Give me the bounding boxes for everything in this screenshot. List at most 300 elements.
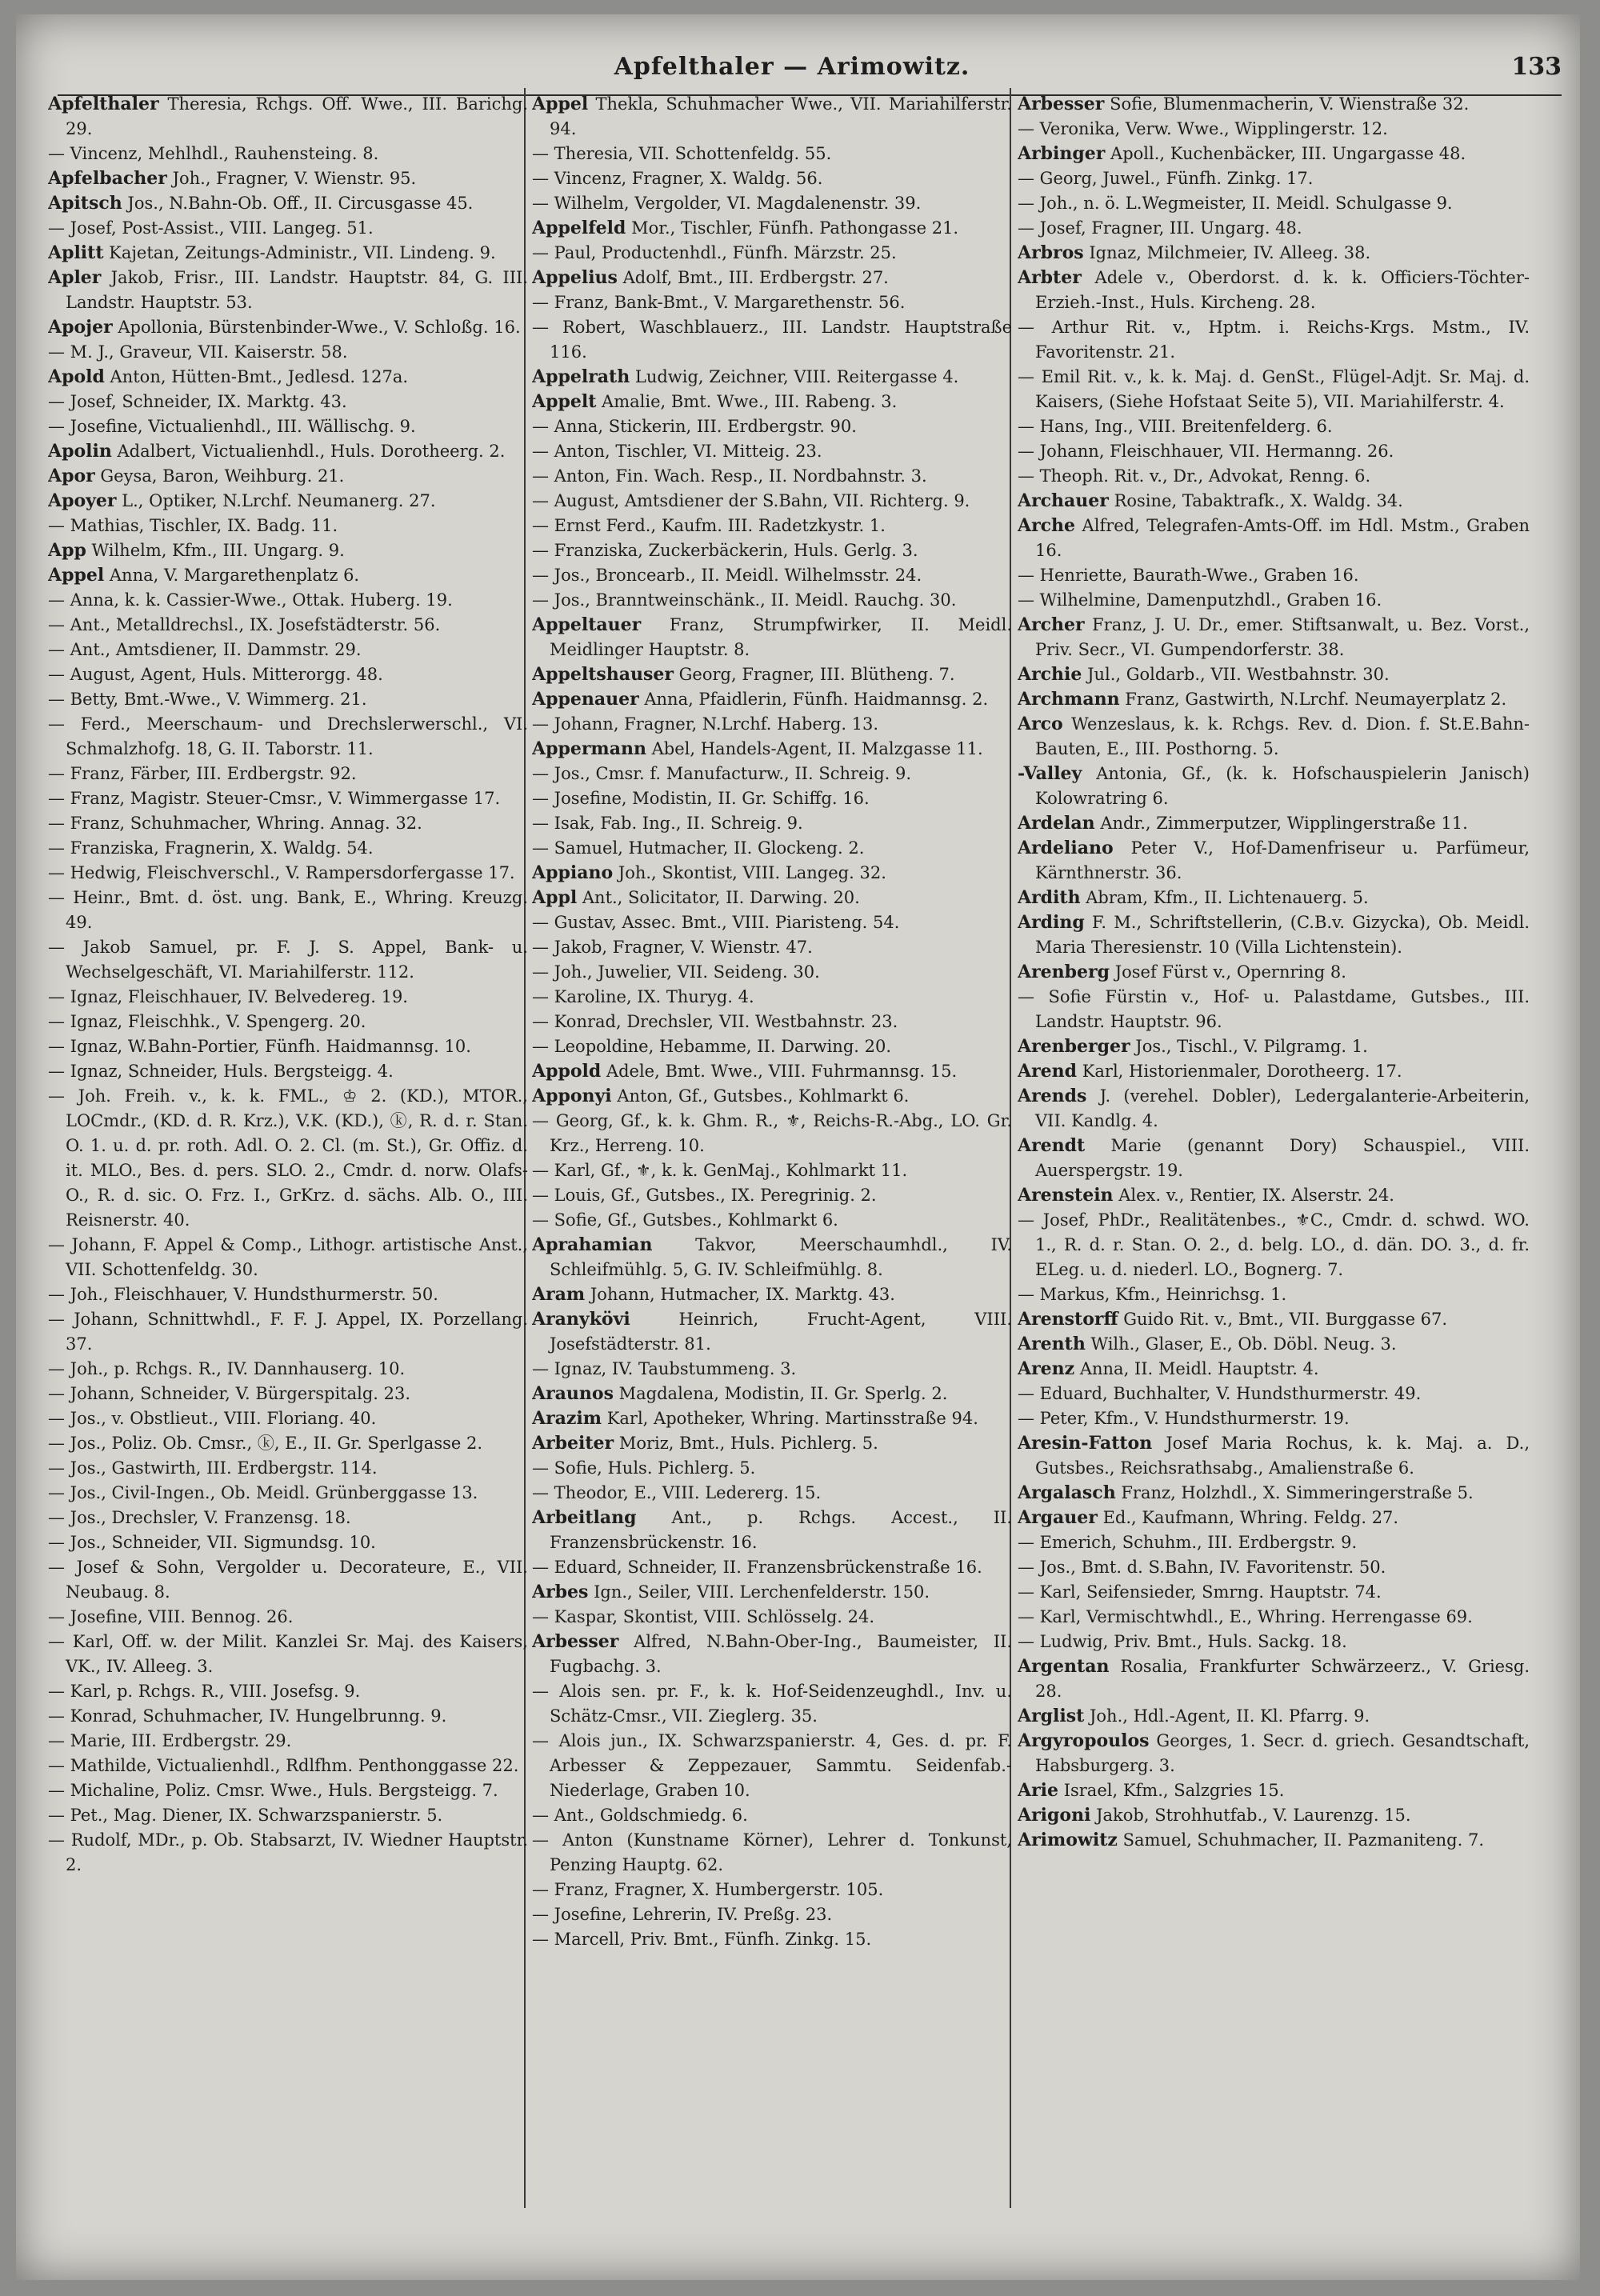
directory-entry (1018, 241, 1530, 266)
entry-surname: Arenstorff (1018, 1309, 1118, 1330)
entry-text: Andr., Zimmerputzer, Wipplingerstraße 11. (1094, 814, 1468, 833)
directory-entry (1018, 365, 1530, 414)
entry-surname: Argyropoulos (1018, 1730, 1150, 1751)
entry-text: — Josef, Schneider, IX. Marktg. 43. (48, 392, 347, 411)
entry-text: — Josefine, Victualienhdl., III. Wällischg. 9. (48, 417, 416, 436)
entry-surname: Arbesser (532, 1631, 619, 1652)
directory-entry (48, 538, 528, 563)
entry-text: Israel, Kfm., Salzgries 15. (1058, 1781, 1285, 1800)
entry-text: Marie (genannt Dory) Schauspiel., VIII. Auerspergstr. 19. (1035, 1136, 1530, 1180)
entry-text: Karl, Apotheker, Whring. Martinsstraße 94. (602, 1409, 978, 1428)
entry-text: — Vincenz, Mehlhdl., Rauhensteing. 8. (48, 144, 379, 163)
entry-text: Magdalena, Modistin, II. Gr. Sperlg. 2. (613, 1384, 948, 1403)
entry-text: Anton, Hütten-Bmt., Jedlesd. 127a. (104, 367, 409, 386)
entry-text: Josef Maria Rochus, k. k. Maj. a. D., Gutsbes., Reichsrathsabg., Amalienstraße 6. (1035, 1434, 1530, 1478)
entry-surname: Arche (1018, 515, 1076, 536)
directory-entry (532, 1803, 1012, 1828)
page-number: 133 (1511, 53, 1562, 81)
entry-text: L., Optiker, N.Lrchf. Neumanerg. 27. (116, 491, 436, 510)
entry-surname: Arbinger (1018, 143, 1106, 164)
directory-entry (532, 1282, 1012, 1307)
entry-text: — Ant., Metalldrechsl., IX. Josefstädterstr. 56. (48, 615, 441, 634)
entry-surname: Ardeliano (1018, 838, 1114, 858)
entry-text: Alex. v., Rentier, IX. Alserstr. 24. (1113, 1186, 1394, 1205)
directory-entry (532, 92, 1012, 142)
directory-entry (532, 1828, 1012, 1878)
entry-text: — Karl, Seifensieder, Smrng. Hauptstr. 74. (1018, 1582, 1382, 1602)
directory-entry (1018, 92, 1530, 117)
entry-text: — Joh. Freih. v., k. k. FML., ♔ 2. (KD.), MTOR., LOCmdr., (KD. d. R. Krz.), V.K. (KD.), ⓚ, R. d. r. Stan. O. 1. u. d. pr. roth. Adl. O. 2. Cl. (m. St.), Gr. Offiz. d. it. MLO., Bes. d. pers. SLO. 2., Cmdr. d. norw. Olafs-O., R. d. sic. O. Frz. I., GrKrz. d. sächs. Alb. O., III. Reisnerstr. 40. (48, 1086, 528, 1230)
entry-surname: Archie (1018, 664, 1082, 685)
directory-entry (532, 836, 1012, 861)
directory-entry (532, 712, 1012, 737)
entry-text: — Hans, Ing., VIII. Breitenfelderg. 6. (1018, 417, 1333, 436)
entry-text: — Peter, Kfm., V. Hundsthurmerstr. 19. (1018, 1409, 1350, 1428)
directory-entry (532, 613, 1012, 662)
entry-text: Alfred, Telegrafen-Amts-Off. im Hdl. Mstm., Graben 16. (1035, 516, 1530, 560)
entry-text: — Jos., Civil-Ingen., Ob. Meidl. Grünberggasse 13. (48, 1483, 478, 1502)
entry-text: — Franziska, Fragnerin, X. Waldg. 54. (48, 838, 374, 858)
directory-entry (1018, 1208, 1530, 1282)
entry-text: Jakob, Strohhutfab., V. Laurenzg. 15. (1090, 1806, 1411, 1825)
directory-entry (1018, 1282, 1530, 1307)
entry-text: — Johann, Schneider, V. Bürgerspitalg. 23. (48, 1384, 411, 1403)
entry-text: — Jos., Drechsler, V. Franzensg. 18. (48, 1508, 351, 1527)
directory-entry (48, 439, 528, 464)
entry-text: Jakob, Frisr., III. Landstr. Hauptstr. 84, G. III. Landstr. Hauptstr. 53. (66, 268, 528, 312)
entry-text: — Ignaz, Fleischhauer, IV. Belvedereg. 19. (48, 987, 408, 1006)
entry-surname: Aplitt (48, 242, 104, 263)
entry-text: Apoll., Kuchenbäcker, III. Ungargasse 48. (1105, 144, 1466, 163)
directory-entry (1018, 687, 1530, 712)
directory-entry (1018, 166, 1530, 191)
directory-entry (48, 638, 528, 662)
directory-entry (532, 1679, 1012, 1729)
directory-entry (532, 1406, 1012, 1431)
directory-entry (1018, 1183, 1530, 1208)
directory-entry (532, 390, 1012, 414)
entry-text: — Joh., Fleischhauer, V. Hundsthurmerstr. 50. (48, 1285, 438, 1304)
directory-entry (1018, 613, 1530, 662)
entry-text: Samuel, Schuhmacher, II. Pazmaniteng. 7. (1117, 1830, 1484, 1850)
entry-surname: Arbesser (1018, 94, 1105, 114)
directory-entry (532, 241, 1012, 266)
entry-text: Adele v., Oberdorst. d. k. k. Officiers-Töchter-Erzieh.-Inst., Huls. Kircheng. 28. (1035, 268, 1530, 312)
entry-surname: Arenstein (1018, 1185, 1114, 1206)
entry-surname: Arenberg (1018, 962, 1110, 982)
entry-text: Anna, II. Meidl. Hauptstr. 4. (1074, 1359, 1319, 1378)
entry-surname: Archer (1018, 614, 1085, 635)
directory-entry (48, 687, 528, 712)
entry-surname: Arco (1018, 714, 1063, 734)
directory-entry (48, 142, 528, 166)
directory-entry (532, 1084, 1012, 1109)
directory-entry (532, 191, 1012, 216)
entry-text: Jul., Goldarb., VII. Westbahnstr. 30. (1082, 665, 1390, 684)
directory-entry (48, 489, 528, 514)
entry-surname: Apoyer (48, 490, 117, 511)
directory-entry (48, 563, 528, 588)
entry-text: Ign., Seiler, VIII. Lerchenfelderstr. 150. (588, 1582, 930, 1602)
entry-surname: Arimowitz (1018, 1830, 1118, 1850)
directory-entry (48, 92, 528, 142)
entry-surname: Apfelbacher (48, 168, 167, 189)
entry-text: — Josefine, VIII. Bennog. 26. (48, 1607, 294, 1626)
entry-text: — Marie, III. Erdbergstr. 29. (48, 1731, 292, 1750)
directory-entry (532, 514, 1012, 538)
entry-text: — Georg, Gf., k. k. Ghm. R., ⚜, Reichs-R.-Abg., LO. Gr. Krz., Herreng. 10. (532, 1111, 1012, 1155)
directory-entry (532, 142, 1012, 166)
directory-entry (532, 315, 1012, 365)
directory-entry (1018, 464, 1530, 489)
directory-entry (1018, 1357, 1530, 1382)
entry-surname: Argalasch (1018, 1482, 1116, 1503)
entry-text: — Karl, Gf., ⚜, k. k. GenMaj., Kohlmarkt 11. (532, 1161, 908, 1180)
entry-text: — Anton (Kunstname Körner), Lehrer d. Tonkunst, Penzing Hauptg. 62. (532, 1830, 1012, 1874)
directory-entry (48, 1010, 528, 1034)
entry-surname: Ardith (1018, 887, 1081, 908)
directory-entry (532, 1481, 1012, 1506)
entry-surname: Apojer (48, 317, 113, 338)
entry-text: — Josefine, Modistin, II. Gr. Schiffg. 16. (532, 789, 870, 808)
entry-text: Anna, V. Margarethenplatz 6. (104, 566, 360, 585)
entry-text: Adolf, Bmt., III. Erdbergstr. 27. (617, 268, 889, 287)
directory-entry (532, 1109, 1012, 1158)
entry-text: — Jakob, Fragner, V. Wienstr. 47. (532, 938, 813, 957)
entry-surname: Arding (1018, 912, 1085, 933)
directory-entry (1018, 712, 1530, 762)
directory-entry (48, 1456, 528, 1481)
entry-text: Heinrich, Frucht-Agent, VIII. Josefstädterstr. 81. (550, 1310, 1012, 1354)
entry-text: — Jos., Gastwirth, III. Erdbergstr. 114. (48, 1458, 378, 1478)
entry-text: — Ludwig, Priv. Bmt., Huls. Sackg. 18. (1018, 1632, 1347, 1651)
entry-surname: Appiano (532, 862, 614, 883)
directory-entry (48, 514, 528, 538)
directory-entry (1018, 588, 1530, 613)
entry-surname: Arigoni (1018, 1805, 1091, 1826)
entry-surname: Apponyi (532, 1086, 612, 1106)
entry-text: Georg, Fragner, III. Blütheng. 7. (673, 665, 955, 684)
directory-entry (1018, 1034, 1530, 1059)
entry-text: — Jos., Bmt. d. S.Bahn, IV. Favoritenstr. 50. (1018, 1558, 1386, 1577)
entry-text: — Mathias, Tischler, IX. Badg. 11. (48, 516, 338, 535)
entry-text: — Josef & Sohn, Vergolder u. Decorateure, E., VII. Neubaug. 8. (48, 1558, 528, 1602)
entry-text: — Gustav, Assec. Bmt., VIII. Piaristeng. 54. (532, 913, 900, 932)
directory-entry (48, 1233, 528, 1282)
entry-text: — Josef, Post-Assist., VIII. Langeg. 51. (48, 218, 374, 238)
entry-text: Rosine, Tabaktrafk., X. Waldg. 34. (1108, 491, 1403, 510)
entry-text: — Robert, Waschblauerz., III. Landstr. Hauptstraße 116. (532, 318, 1012, 362)
entry-text: — Franz, Magistr. Steuer-Cmsr., V. Wimmergasse 17. (48, 789, 501, 808)
directory-entry (48, 762, 528, 786)
entry-text: Thekla, Schuhmacher Wwe., VII. Mariahilferstr. 94. (550, 94, 1012, 138)
entry-text: Sofie, Blumenmacherin, V. Wienstraße 32. (1104, 94, 1470, 114)
entry-surname: Apor (48, 466, 95, 486)
entry-text: Johann, Hutmacher, IX. Marktg. 43. (585, 1285, 895, 1304)
entry-text: — Eduard, Schneider, II. Franzensbrückenstraße 16. (532, 1558, 982, 1577)
directory-entry (1018, 1134, 1530, 1183)
entry-text: — Samuel, Hutmacher, II. Glockeng. 2. (532, 838, 865, 858)
entry-text: — Alois jun., IX. Schwarzspanierstr. 4, Ges. d. pr. F. Arbesser & Zeppezauer, Sammtu. Seidenfab.-Niederlage, Graben 10. (532, 1731, 1012, 1800)
entry-text: — Josef, Fragner, III. Ungarg. 48. (1018, 218, 1302, 238)
directory-entry (48, 1555, 528, 1605)
directory-entry (48, 1481, 528, 1506)
directory-entry (1018, 1778, 1530, 1803)
directory-entry (1018, 1307, 1530, 1332)
column-2 (532, 92, 1012, 2204)
entry-text: Joh., Hdl.-Agent, II. Kl. Pfarrg. 9. (1084, 1706, 1370, 1726)
directory-entry (1018, 563, 1530, 588)
entry-text: — Johann, Schnittwhdl., F. F. J. Appel, IX. Porzellang. 37. (48, 1310, 528, 1354)
entry-surname: Appeltauer (532, 614, 642, 635)
entry-text: — Anna, k. k. Cassier-Wwe., Ottak. Huberg. 19. (48, 590, 453, 610)
directory-entry (48, 786, 528, 811)
entry-text: — Georg, Juwel., Fünfh. Zinkg. 17. (1018, 169, 1314, 188)
entry-text: — Mathilde, Victualienhdl., Rdlfhm. Penthonggasse 22. (48, 1756, 519, 1775)
entry-text: — Theoph. Rit. v., Dr., Advokat, Renng. 6. (1018, 466, 1371, 486)
directory-entry (1018, 985, 1530, 1034)
entry-text: — Markus, Kfm., Heinrichsg. 1. (1018, 1285, 1287, 1304)
entry-surname: Apold (48, 366, 105, 387)
entry-text: Takvor, Meerschaumhdl., IV. Schleifmühlg. 5, G. IV. Schleifmühlg. 8. (550, 1235, 1012, 1279)
entry-surname: Arglist (1018, 1706, 1085, 1726)
directory-entry (1018, 315, 1530, 365)
entry-text: Ignaz, Milchmeier, IV. Alleeg. 38. (1083, 243, 1371, 262)
directory-entry (48, 315, 528, 340)
entry-text: — Jos., Branntweinschänk., II. Meidl. Rauchg. 30. (532, 590, 957, 610)
directory-entry (1018, 117, 1530, 142)
entry-text: Adele, Bmt. Wwe., VIII. Fuhrmannsg. 15. (601, 1062, 958, 1081)
entry-surname: App (48, 540, 86, 561)
directory-entry (48, 1778, 528, 1803)
directory-entry (1018, 489, 1530, 514)
entry-text: — Josef, PhDr., Realitätenbes., ⚜C., Cmdr. d. schwd. WO. 1., R. d. r. Stan. O. 2., d. belg. LO., d. dän. DO. 3., d. fr. ELeg. u. d. niederl. LO., Bognerg. 7. (1018, 1210, 1530, 1279)
directory-entry (532, 290, 1012, 315)
entry-text: — Jos., v. Obstlieut., VIII. Floriang. 40. (48, 1409, 377, 1428)
directory-entry (532, 1431, 1012, 1456)
entry-text: Franz, J. U. Dr., emer. Stiftsanwalt, u. Bez. Vorst., Priv. Secr., VI. Gumpendorferstr. 38. (1035, 615, 1530, 659)
directory-entry (1018, 1382, 1530, 1406)
entry-text: — August, Amtsdiener der S.Bahn, VII. Richterg. 9. (532, 491, 970, 510)
entry-surname: Appl (532, 887, 578, 908)
entry-text: — Jos., Broncearb., II. Meidl. Wilhelmsstr. 24. (532, 566, 922, 585)
entry-text: Ed., Kaufmann, Whring. Feldg. 27. (1097, 1508, 1399, 1527)
directory-entry (48, 1605, 528, 1630)
entry-text: Franz, Gastwirth, N.Lrchf. Neumayerplatz 2. (1119, 690, 1507, 709)
directory-entry (532, 786, 1012, 811)
entry-surname: Appeltshauser (532, 664, 674, 685)
entry-text: — Ignaz, Fleischhk., V. Spengerg. 20. (48, 1012, 366, 1031)
entry-surname: Apfelthaler (48, 94, 159, 114)
entry-surname: Arbros (1018, 242, 1084, 263)
directory-entry (532, 1605, 1012, 1630)
entry-text: Abel, Handels-Agent, II. Malzgasse 11. (646, 739, 983, 758)
directory-entry (532, 588, 1012, 613)
directory-entry (532, 985, 1012, 1010)
entry-text: — Jos., Schneider, VII. Sigmundsg. 10. (48, 1533, 376, 1552)
directory-entry (532, 1580, 1012, 1605)
directory-entry (532, 1729, 1012, 1803)
entry-surname: Arenz (1018, 1358, 1075, 1379)
directory-entry (1018, 1704, 1530, 1729)
directory-entry (532, 414, 1012, 439)
directory-entry (1018, 811, 1530, 836)
entry-surname: Aram (532, 1284, 586, 1305)
directory-entry (48, 1729, 528, 1754)
directory-entry (1018, 514, 1530, 563)
entry-surname: Argentan (1018, 1656, 1110, 1677)
directory-entry (1018, 216, 1530, 241)
entry-text: — Ernst Ferd., Kaufm. III. Radetzkystr. 1. (532, 516, 886, 535)
entry-text: — Sofie, Huls. Pichlerg. 5. (532, 1458, 756, 1478)
entry-text: Wenzeslaus, k. k. Rchgs. Rev. d. Dion. f. St.E.Bahn-Bauten, E., III. Posthorng. 5. (1035, 714, 1530, 758)
entry-text: — Konrad, Drechsler, VII. Westbahnstr. 23. (532, 1012, 898, 1031)
directory-entry (1018, 1084, 1530, 1134)
entry-text: — Konrad, Schuhmacher, IV. Hungelbrunng. 9. (48, 1706, 447, 1726)
entry-text: Moriz, Bmt., Huls. Pichlerg. 5. (614, 1434, 878, 1453)
directory-entry (48, 216, 528, 241)
directory-entry (1018, 1605, 1530, 1630)
entry-surname: Apler (48, 267, 102, 288)
entry-text: Apollonia, Bürstenbinder-Wwe., V. Schloßg. 16. (112, 318, 521, 337)
directory-entry (1018, 266, 1530, 315)
entry-surname: Arie (1018, 1780, 1059, 1801)
directory-entry (532, 935, 1012, 960)
entry-text: — Joh., p. Rchgs. R., IV. Dannhauserg. 10. (48, 1359, 406, 1378)
entry-text: Abram, Kfm., II. Lichtenauerg. 5. (1080, 888, 1369, 907)
directory-entry (48, 1282, 528, 1307)
entry-text: — Theodor, E., VIII. Ledererg. 15. (532, 1483, 822, 1502)
entry-surname: Arendt (1018, 1135, 1086, 1156)
entry-text: — Johann, Fragner, N.Lrchf. Haberg. 13. (532, 714, 879, 734)
directory-entry (48, 836, 528, 861)
directory-entry (1018, 1506, 1530, 1530)
entry-text: — Anna, Stickerin, III. Erdbergstr. 90. (532, 417, 857, 436)
entry-text: Mor., Tischler, Fünfh. Pathongasse 21. (626, 218, 959, 238)
entry-text: Ant., p. Rchgs. Accest., II. Franzensbrückenstr. 16. (550, 1508, 1012, 1552)
directory-entry (48, 191, 528, 216)
entry-text: Peter V., Hof-Damenfriseur u. Parfümeur, Kärnthnerstr. 36. (1035, 838, 1530, 882)
page-title: Apfelthaler — Arimowitz. (614, 53, 970, 81)
entry-text: — Ignaz, IV. Taubstummeng. 3. (532, 1359, 797, 1378)
entry-text: — Franz, Färber, III. Erdbergstr. 92. (48, 764, 357, 783)
entry-text: — Alois sen. pr. F., k. k. Hof-Seidenzeughdl., Inv. u. Schätz-Cmsr., VII. Zieglerg. 35. (532, 1682, 1012, 1726)
entry-text: — Wilhelm, Vergolder, VI. Magdalenenstr. 39. (532, 194, 922, 213)
directory-entry (48, 712, 528, 762)
directory-entry (48, 1382, 528, 1406)
directory-entry (48, 1084, 528, 1233)
entry-text: Geysa, Baron, Weihburg. 21. (94, 466, 345, 486)
entry-surname: Appelfeld (532, 218, 626, 238)
entry-text: Guido Rit. v., Bmt., VII. Burggasse 67. (1118, 1310, 1448, 1329)
directory-entry (532, 687, 1012, 712)
directory-entry (532, 886, 1012, 910)
entry-text: F. M., Schriftstellerin, (C.B.v. Gizycka), Ob. Meidl. Maria Theresienstr. 10 (Villa Lichtenstein). (1035, 913, 1530, 957)
directory-entry (48, 886, 528, 935)
directory-entry (532, 365, 1012, 390)
entry-text: — Johann, F. Appel & Comp., Lithogr. artistische Anst., VII. Schottenfeldg. 30. (48, 1235, 528, 1279)
directory-entry (48, 266, 528, 315)
entry-surname: Arbter (1018, 267, 1082, 288)
directory-entry (48, 464, 528, 489)
directory-entry (1018, 1803, 1530, 1828)
directory-entry (48, 414, 528, 439)
directory-entry (532, 1878, 1012, 1902)
entry-surname: Aresin-Fatton (1018, 1433, 1153, 1454)
entry-text: — Jakob Samuel, pr. F. J. S. Appel, Bank- u. Wechselgeschäft, VI. Mariahilferstr. 112. (48, 938, 528, 982)
entry-text: Josef Fürst v., Opernring 8. (1110, 962, 1346, 982)
entry-text: — Emil Rit. v., k. k. Maj. d. GenSt., Flügel-Adjt. Sr. Maj. d. Kaisers, (Siehe Hofstaat Seite 5), VII. Mariahilferstr. 4. (1018, 367, 1530, 411)
entry-text: — Karl, Vermischtwhdl., E., Whring. Herrengasse 69. (1018, 1607, 1473, 1626)
entry-text: — Ant., Goldschmiedg. 6. (532, 1806, 748, 1825)
entry-text: Ant., Solicitator, II. Darwing. 20. (577, 888, 860, 907)
entry-text: Jos., N.Bahn-Ob. Off., II. Circusgasse 45. (122, 194, 474, 213)
directory-entry (48, 1357, 528, 1382)
directory-entry (1018, 414, 1530, 439)
directory-entry (48, 861, 528, 886)
entry-surname: Appelt (532, 391, 597, 412)
entry-text: — Rudolf, MDr., p. Ob. Stabsarzt, IV. Wiedner Hauptstr. 2. (48, 1830, 528, 1874)
entry-text: — Kaspar, Skontist, VIII. Schlösselg. 24. (532, 1607, 875, 1626)
entry-surname: Appel (48, 565, 105, 586)
directory-entry (48, 662, 528, 687)
entry-text: — Jos., Poliz. Ob. Cmsr., ⓚ, E., II. Gr. Sperlgasse 2. (48, 1434, 483, 1453)
directory-entry (48, 166, 528, 191)
entry-text: Anton, Gf., Gutsbes., Kohlmarkt 6. (611, 1086, 910, 1106)
directory-entry (532, 861, 1012, 886)
directory-entry (1018, 1406, 1530, 1431)
directory-entry (1018, 1530, 1530, 1555)
directory-entry (1018, 1481, 1530, 1506)
entry-surname: Apitsch (48, 193, 122, 214)
directory-entry (48, 1307, 528, 1357)
entry-text: — Paul, Productenhdl., Fünfh. Märzstr. 25. (532, 243, 897, 262)
directory-entry (48, 935, 528, 985)
directory-entry (48, 1530, 528, 1555)
directory-entry (48, 811, 528, 836)
directory-entry (532, 538, 1012, 563)
directory-entry (1018, 1431, 1530, 1481)
directory-entry (48, 1431, 528, 1456)
entry-surname: Argauer (1018, 1507, 1098, 1528)
entry-text: Anna, Pfaidlerin, Fünfh. Haidmannsg. 2. (638, 690, 989, 709)
directory-entry (48, 1059, 528, 1084)
entry-text: — Karoline, IX. Thuryg. 4. (532, 987, 754, 1006)
entry-text: — Henriette, Baurath-Wwe., Graben 16. (1018, 566, 1359, 585)
directory-entry (1018, 1555, 1530, 1580)
entry-text: — Ant., Amtsdiener, II. Dammstr. 29. (48, 640, 362, 659)
directory-entry (1018, 886, 1530, 910)
directory-entry (1018, 439, 1530, 464)
directory-entry (48, 365, 528, 390)
entry-surname: Arazim (532, 1408, 602, 1429)
entry-text: — Ignaz, Schneider, Huls. Bergsteigg. 4. (48, 1062, 394, 1081)
entry-text: — Eduard, Buchhalter, V. Hundsthurmerstr. 49. (1018, 1384, 1422, 1403)
entry-text: — Karl, p. Rchgs. R., VIII. Josefsg. 9. (48, 1682, 361, 1701)
directory-entry (532, 489, 1012, 514)
directory-entry (48, 1506, 528, 1530)
entry-text: — Marcell, Priv. Bmt., Fünfh. Zinkg. 15. (532, 1930, 872, 1949)
entry-surname: Araunos (532, 1383, 614, 1404)
entry-text: — Anton, Fin. Wach. Resp., II. Nordbahnstr. 3. (532, 466, 927, 486)
entry-text: — Arthur Rit. v., Hptm. i. Reichs-Krgs. Mstm., IV. Favoritenstr. 21. (1018, 318, 1530, 362)
entry-text: Franz, Holzhdl., X. Simmeringerstraße 5. (1115, 1483, 1474, 1502)
entry-surname: Appold (532, 1061, 602, 1082)
directory-entry (1018, 1654, 1530, 1704)
entry-text: Amalie, Bmt. Wwe., III. Rabeng. 3. (596, 392, 898, 411)
entry-text: — Leopoldine, Hebamme, II. Darwing. 20. (532, 1037, 892, 1056)
entry-text: Theresia, Rchgs. Off. Wwe., III. Barichg. 29. (66, 94, 528, 138)
